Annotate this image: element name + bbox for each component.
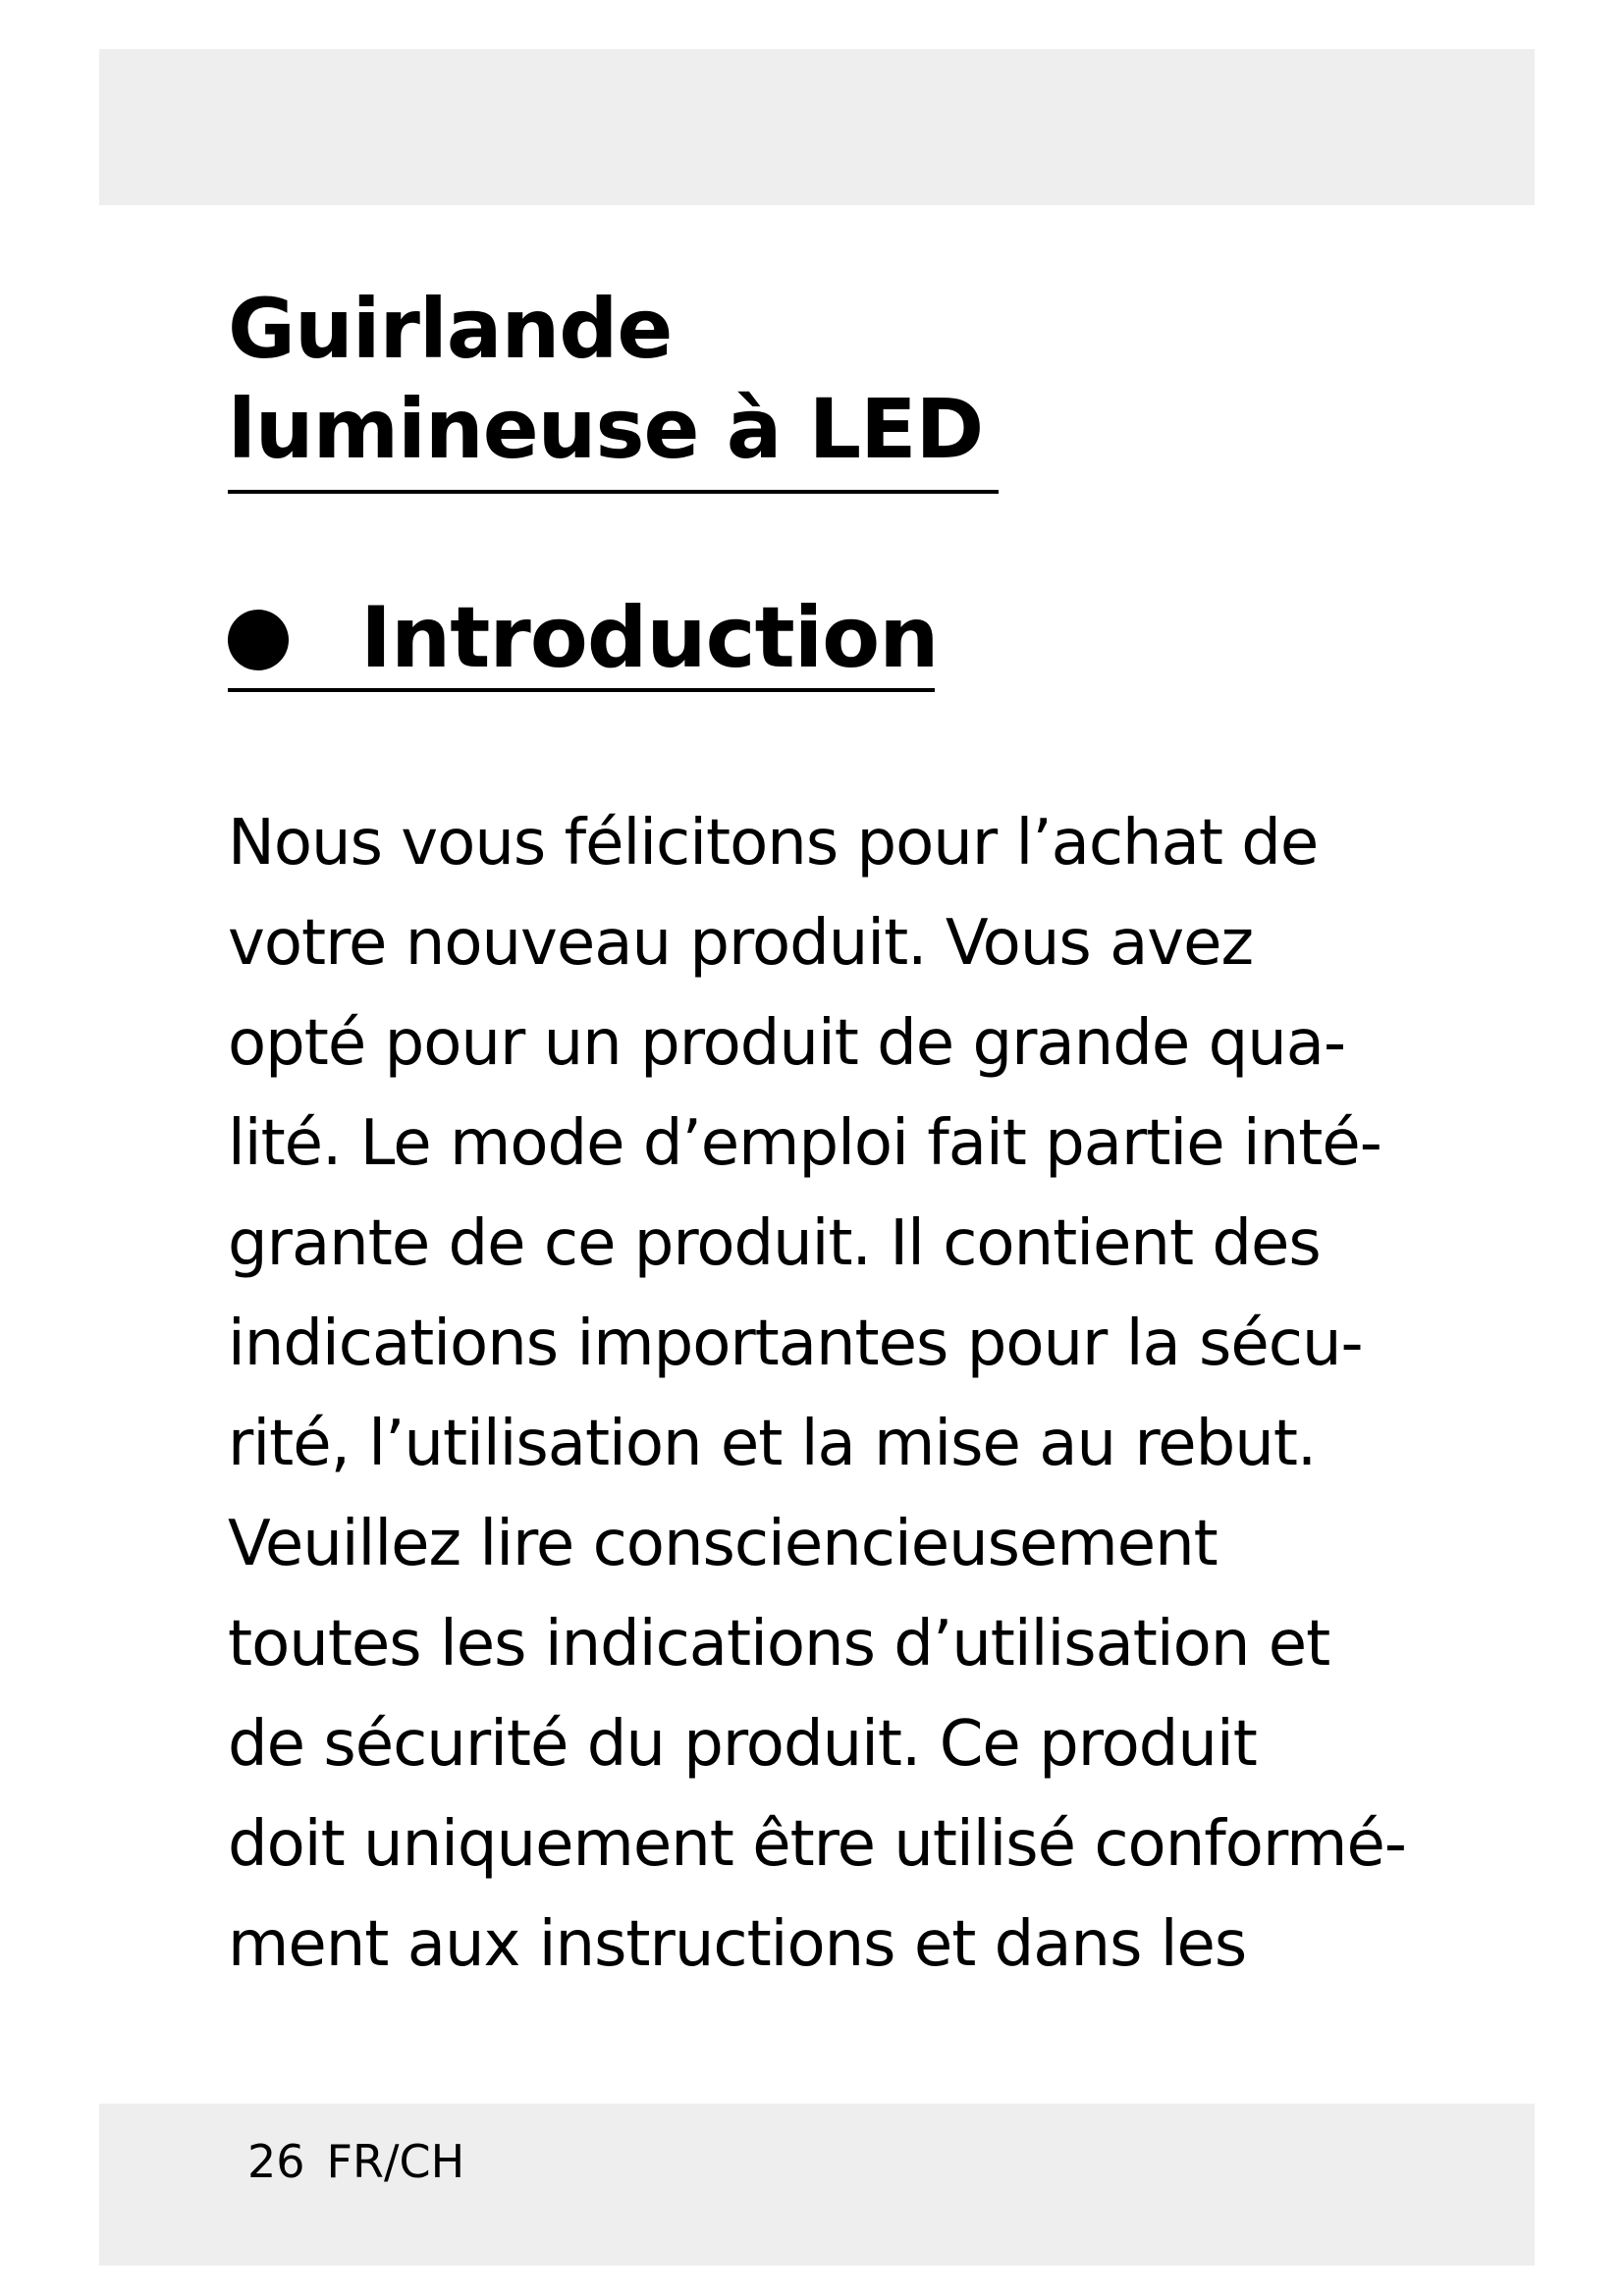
locale-code: FR/CH: [326, 2135, 465, 2188]
intro-line: de sécurité du produit. Ce produit: [228, 1708, 1257, 1781]
intro-paragraph: [228, 793, 1465, 1995]
intro-line: doit uniquement être utilisé conformé-: [228, 1808, 1406, 1881]
title-underline: [228, 490, 999, 494]
intro-line: grante de ce produit. Il contient des: [228, 1207, 1321, 1280]
document-title-line-2: lumineuse à LED: [228, 381, 984, 477]
intro-line: Veuillez lire consciencieusement: [228, 1508, 1218, 1580]
intro-line: opté pour un produit de grande qua-: [228, 1007, 1346, 1080]
intro-line: Nous vous félicitons pour l’achat de: [228, 807, 1319, 880]
page-footer-label: [247, 2132, 464, 2191]
intro-line: votre nouveau produit. Vous avez: [228, 907, 1254, 980]
intro-line: lité. Le mode d’emploi fait partie inté-: [228, 1107, 1381, 1180]
header-band: [99, 49, 1535, 205]
intro-line: toutes les indications d’utilisation et: [228, 1608, 1330, 1681]
section-heading: Introduction: [360, 589, 939, 687]
bullet-icon: [228, 610, 289, 670]
document-title: [228, 279, 994, 479]
page-number: 26: [247, 2135, 305, 2188]
intro-line: ment aux instructions et dans les: [228, 1908, 1247, 1981]
intro-line: rité, l’utilisation et la mise au rebut.: [228, 1408, 1317, 1480]
document-title-line-1: Guirlande: [228, 281, 673, 377]
section-underline: [228, 688, 935, 692]
intro-line: indications importantes pour la sécu-: [228, 1308, 1363, 1380]
